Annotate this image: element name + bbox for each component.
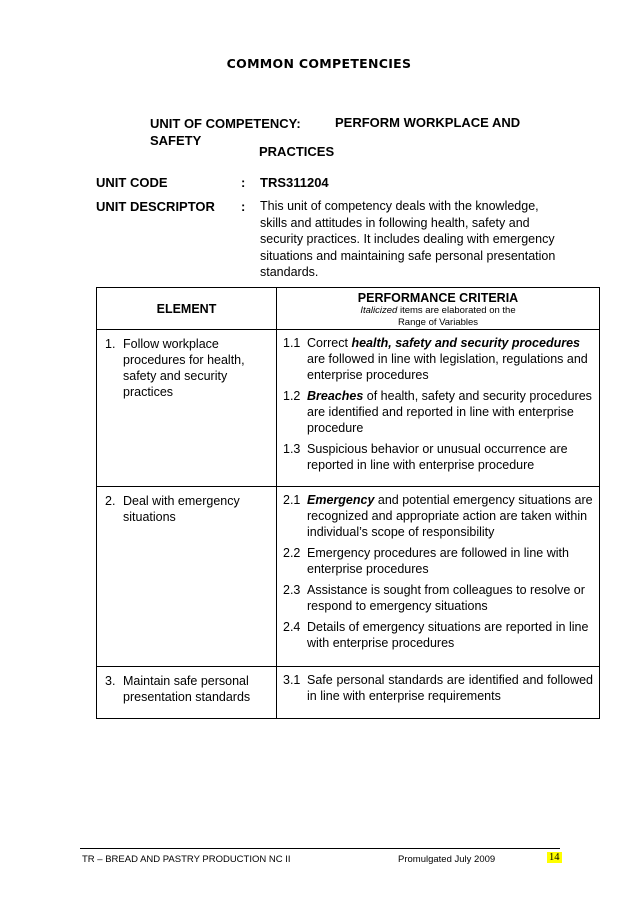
performance-criteria-title: PERFORMANCE CRITERIA	[357, 291, 519, 305]
table-row	[97, 667, 600, 719]
unit-code-value: TRS311204	[260, 175, 329, 190]
unit-of-competency-title-line1: PERFORM WORKPLACE AND	[335, 115, 521, 130]
element-text: Deal with emergency situations	[123, 494, 240, 524]
performance-criteria-header	[277, 288, 600, 330]
footer-divider	[80, 848, 560, 849]
criterion: 1.2 Breaches of health, safety and security procedures are identified and reported in line with enterprise procedure	[283, 389, 592, 435]
unit-code-label: UNIT CODE	[96, 175, 168, 190]
unit-of-competency-label-line1: UNIT OF COMPETENCY:	[150, 116, 301, 131]
criterion: 2.1 Emergency and potential emergency situations are recognized and appropriate action are taken within individual’s scope of responsibility	[283, 493, 593, 539]
element-number: 1.	[105, 337, 116, 351]
element-cell	[97, 667, 277, 719]
competency-table	[96, 287, 600, 719]
table-row	[97, 330, 600, 487]
criterion: 1.3 Suspicious behavior or unusual occurrence are reported in line with enterprise procedure	[283, 442, 568, 472]
performance-criteria-note: Italicized items are elaborated on the	[360, 305, 516, 316]
element-text: Maintain safe personal presentation standards	[123, 674, 251, 704]
element-cell	[97, 487, 277, 667]
criteria-cell	[277, 667, 600, 719]
table-header-row	[97, 288, 600, 330]
unit-of-competency-label-line2: SAFETY	[150, 133, 202, 148]
page-number: 14	[549, 852, 560, 863]
element-text: Follow workplace procedures for health, safety and security practices	[123, 337, 245, 399]
unit-of-competency-title-line2: PRACTICES	[259, 144, 335, 159]
unit-descriptor-label: UNIT DESCRIPTOR	[96, 199, 215, 214]
criterion: 2.2 Emergency procedures are followed in line with enterprise procedures	[283, 546, 569, 576]
element-cell	[97, 330, 277, 487]
page-title: COMMON COMPETENCIES	[226, 56, 412, 71]
footer-promulgated: Promulgated July 2009	[398, 854, 496, 865]
unit-descriptor-text: This unit of competency deals with the knowledge, skills and attitudes in following health, safety and security practices. It includes dealing with emergency situations and maintaining safe personal presentation standards.	[260, 199, 556, 279]
unit-descriptor-colon: :	[241, 199, 246, 214]
criteria-cell	[277, 330, 600, 487]
element-number: 3.	[105, 674, 116, 688]
table-row	[97, 487, 600, 667]
criterion: 2.3 Assistance is sought from colleagues to resolve or respond to emergency situations	[283, 583, 585, 613]
performance-criteria-note-line2: Range of Variables	[397, 317, 479, 328]
element-header: ELEMENT	[97, 288, 277, 330]
criterion: 2.4 Details of emergency situations are reported in line with enterprise procedures	[283, 620, 589, 650]
criteria-cell	[277, 487, 600, 667]
criterion: 1.1 Correct health, safety and security procedures are followed in line with legislation, regulations and enterprise procedures	[283, 336, 588, 382]
footer-qualification: TR – BREAD AND PASTRY PRODUCTION NC II	[82, 854, 291, 865]
criterion: 3.1 Safe personal standards are identified and followed in line with enterprise requirements	[283, 673, 593, 703]
unit-code-colon: :	[241, 175, 246, 190]
element-number: 2.	[105, 494, 116, 508]
